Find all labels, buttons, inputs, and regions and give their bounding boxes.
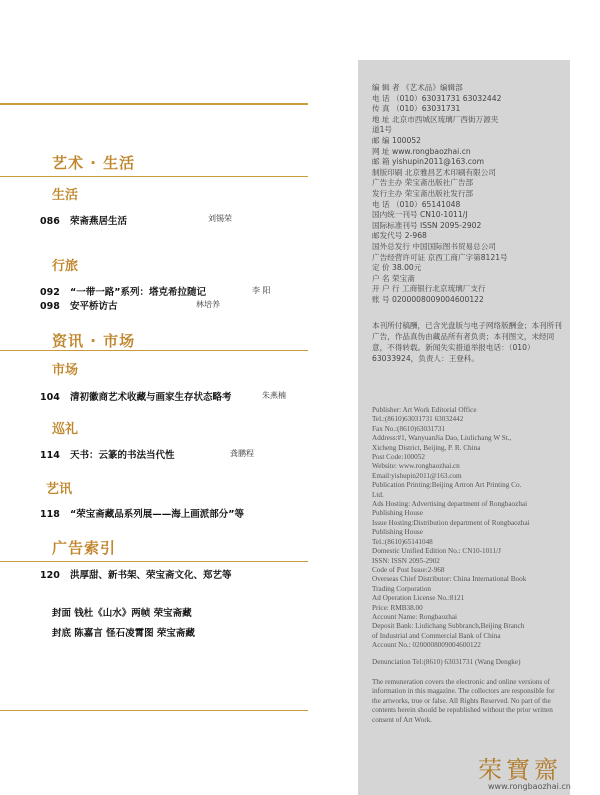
cover-front-caption: 封面 钱杜《山水》两帧 荣宝斋藏 [52, 608, 192, 619]
masthead-line: 发行主办 荣宝斋出版社发行部 [372, 188, 474, 198]
masthead-line-en: Ad Operation License No.:8121 [372, 594, 465, 603]
subsection-market: 市场 [52, 363, 79, 378]
masthead-line-en: Fax No.:(8610)63031731 [372, 424, 446, 433]
page-number: 098 [40, 301, 60, 312]
masthead-line: 邮 编 100052 [372, 135, 422, 145]
masthead-line: 国内统一刊号 CN10-1011/J [372, 210, 468, 220]
masthead-line-en: Code of Post Issue:2-968 [372, 565, 445, 574]
masthead-line-en: Ltd. [372, 490, 384, 499]
masthead-line-en: Account No.: 0200008009004600122 [372, 641, 481, 650]
masthead-line: 广告经营许可证 京西工商广字第8121号 [372, 252, 508, 262]
masthead-line-en: Email:yishupin2011@163.com [372, 471, 462, 480]
masthead-line-en: Tel.:(8610)65141048 [372, 537, 433, 546]
page-number: 118 [40, 509, 60, 520]
masthead-line: 电 话 （010）65141048 [372, 199, 461, 209]
masthead-line-en: Publishing House [372, 509, 423, 518]
masthead-line-en: Website: www.rongbaozhai.cn [372, 462, 460, 471]
masthead-line: 编 辑 者 《艺术品》编辑部 [372, 83, 463, 92]
masthead-line-en: Domestic Unified Edition No.: CN10-1011/J [372, 547, 501, 556]
masthead-line: 网 址 www.rongbaozhai.cn [372, 146, 471, 156]
masthead-line: 国际标准刊号 ISSN 2095-2902 [372, 220, 482, 230]
remuneration [372, 678, 564, 725]
masthead-line-en: Account Name: Rongbaozhai [372, 612, 458, 621]
masthead-line: 定 价 38.00元 [372, 263, 422, 273]
masthead-english [372, 406, 564, 651]
masthead-line-en: Xicheng District, Beijing, P. R. China [372, 443, 481, 452]
masthead-line: 国外总发行 中国国际图书贸易总公司 [372, 241, 496, 251]
section-title-news-market: 资讯 · 市场 [52, 332, 136, 350]
masthead-line-en: Ads Hosting: Advertising department of Rongbaozhai [372, 500, 528, 509]
masthead-line-en: Address:#1, WanyuanJia Dao, Liulichang W St., [372, 434, 512, 443]
page-number: 104 [40, 392, 60, 403]
toc-entry[interactable] [40, 567, 232, 581]
rule-sec2 [0, 350, 308, 351]
masthead-line: 广告主办 荣宝斋出版社广告部 [372, 178, 474, 188]
masthead-line-en: of Industrial and Commercial Bank of China [372, 631, 501, 640]
rule-sec1 [0, 176, 308, 177]
entry-title: 天书：云篆的书法当代性 [70, 450, 175, 461]
masthead-line: 账 号 0200008009004600122 [372, 294, 484, 304]
masthead-line-en: ISSN: ISSN 2095-2902 [372, 556, 440, 565]
toc-entry[interactable] [40, 389, 232, 403]
masthead-line-en: Trading Corporation [372, 584, 432, 593]
masthead-line-en: Deposit Bank: Liulichang Subbranch,Beijing Branch [372, 622, 525, 631]
subsection-tour: 巡礼 [52, 422, 79, 437]
notice-text: 本刊所付稿酬，已含光盘版与电子网络版酬金；本刊所刊广告，作品真伪由藏品所有者负责；本刊图文，未经同意，不得转载。新闻失实措道举报电话：（010）63033924，负责人：王登科。 [372, 321, 562, 363]
masthead-line: 电 话 （010）63031731 63032442 [372, 93, 502, 103]
masthead-line: 地 址 北京市西城区琉璃厂西街万源夹 [372, 114, 499, 124]
masthead-line-en: Publisher: Art Work Editorial Office [372, 406, 477, 414]
cover-back-caption: 封底 陈嘉言 怪石凌霄图 荣宝斋藏 [52, 628, 195, 639]
denunciation [372, 658, 564, 667]
entry-title: 荣斋燕居生活 [70, 216, 128, 227]
page-number: 120 [40, 570, 60, 581]
remuneration-text: The remuneration covers the electronic and online versions of information in this magazine. The collectors are responsible for the artworks, true or false. All Rights Reserved. No part of the contents herein should be republished without the prior written consent of Art Work. [372, 678, 555, 724]
page-number: 086 [40, 216, 60, 227]
masthead-line-en: Publication Printing:Beijing Artron Art Printing Co. [372, 481, 522, 490]
entry-title: “荣宝斋藏品系列展——海上画派部分”等 [70, 509, 244, 520]
masthead-line: 开 户 行 工商银行北京琉璃厂支行 [372, 284, 486, 294]
toc-entry[interactable] [40, 506, 244, 520]
subsection-life: 生活 [52, 188, 79, 203]
entry-title: 清初徽商艺术收藏与画家生存状态略考 [70, 392, 232, 403]
bottom-rule [0, 710, 308, 711]
masthead-chinese [372, 83, 564, 305]
masthead-line-en: Price: RMB38.00 [372, 603, 423, 612]
entry-author: 刘锡荣 [208, 214, 232, 223]
rongbaozhai-logo: 荣寶齋 [478, 756, 562, 784]
toc-entry[interactable] [40, 213, 127, 227]
entry-author: 林培养 [196, 300, 220, 309]
rule-sec3 [0, 561, 308, 562]
masthead-line: 传 真 （010）63031731 [372, 104, 461, 114]
entry-author: 龚鹏程 [230, 449, 254, 458]
masthead-line: 邮发代号 2-968 [372, 231, 427, 241]
toc-entry[interactable] [40, 447, 175, 461]
section-title-art-life: 艺术 · 生活 [52, 154, 136, 172]
entry-author: 朱燕楠 [262, 391, 286, 400]
top-rule [0, 103, 308, 105]
notice-chinese [372, 320, 564, 364]
entry-title: 安平桥访古 [70, 301, 118, 312]
masthead-line-en: Issue Hosting:Distribution department of Rongbaozhai [372, 518, 530, 527]
masthead-line-en: Tel.:(8610)63031731 63032442 [372, 415, 464, 424]
entry-author: 李 阳 [252, 286, 271, 295]
masthead-line: 户 名 荣宝斋 [372, 273, 415, 283]
subsection-news: 艺讯 [46, 482, 73, 497]
toc-entry[interactable] [40, 298, 118, 312]
masthead-line: 道1号 [372, 125, 393, 135]
toc-entry[interactable] [40, 284, 206, 298]
masthead-line: 邮 箱 yishupin2011@163.com [372, 157, 484, 167]
masthead-line-en: Publishing House [372, 528, 423, 537]
masthead-line-en: Overseas Chief Distributor: China International Book [372, 575, 527, 584]
page-number: 114 [40, 450, 60, 461]
masthead-line-en: Post Code:100052 [372, 453, 425, 462]
entry-title: “一带一路”系列：塔克希拉随记 [70, 287, 206, 298]
watermark-url[interactable]: www.rongbaozhai.cn [488, 782, 571, 791]
entry-title: 洪厚甜、新书架、荣宝斋文化、郑艺等 [70, 570, 232, 581]
denunciation-text: Denunciation Tel:(8610) 63031731 (Wang Dengke) [372, 658, 521, 666]
section-title-ad-index: 广告索引 [52, 539, 117, 557]
subsection-travel: 行旅 [52, 259, 79, 274]
page-number: 092 [40, 287, 60, 298]
masthead-line: 制版印刷 北京雅昌艺术印刷有限公司 [372, 167, 496, 177]
